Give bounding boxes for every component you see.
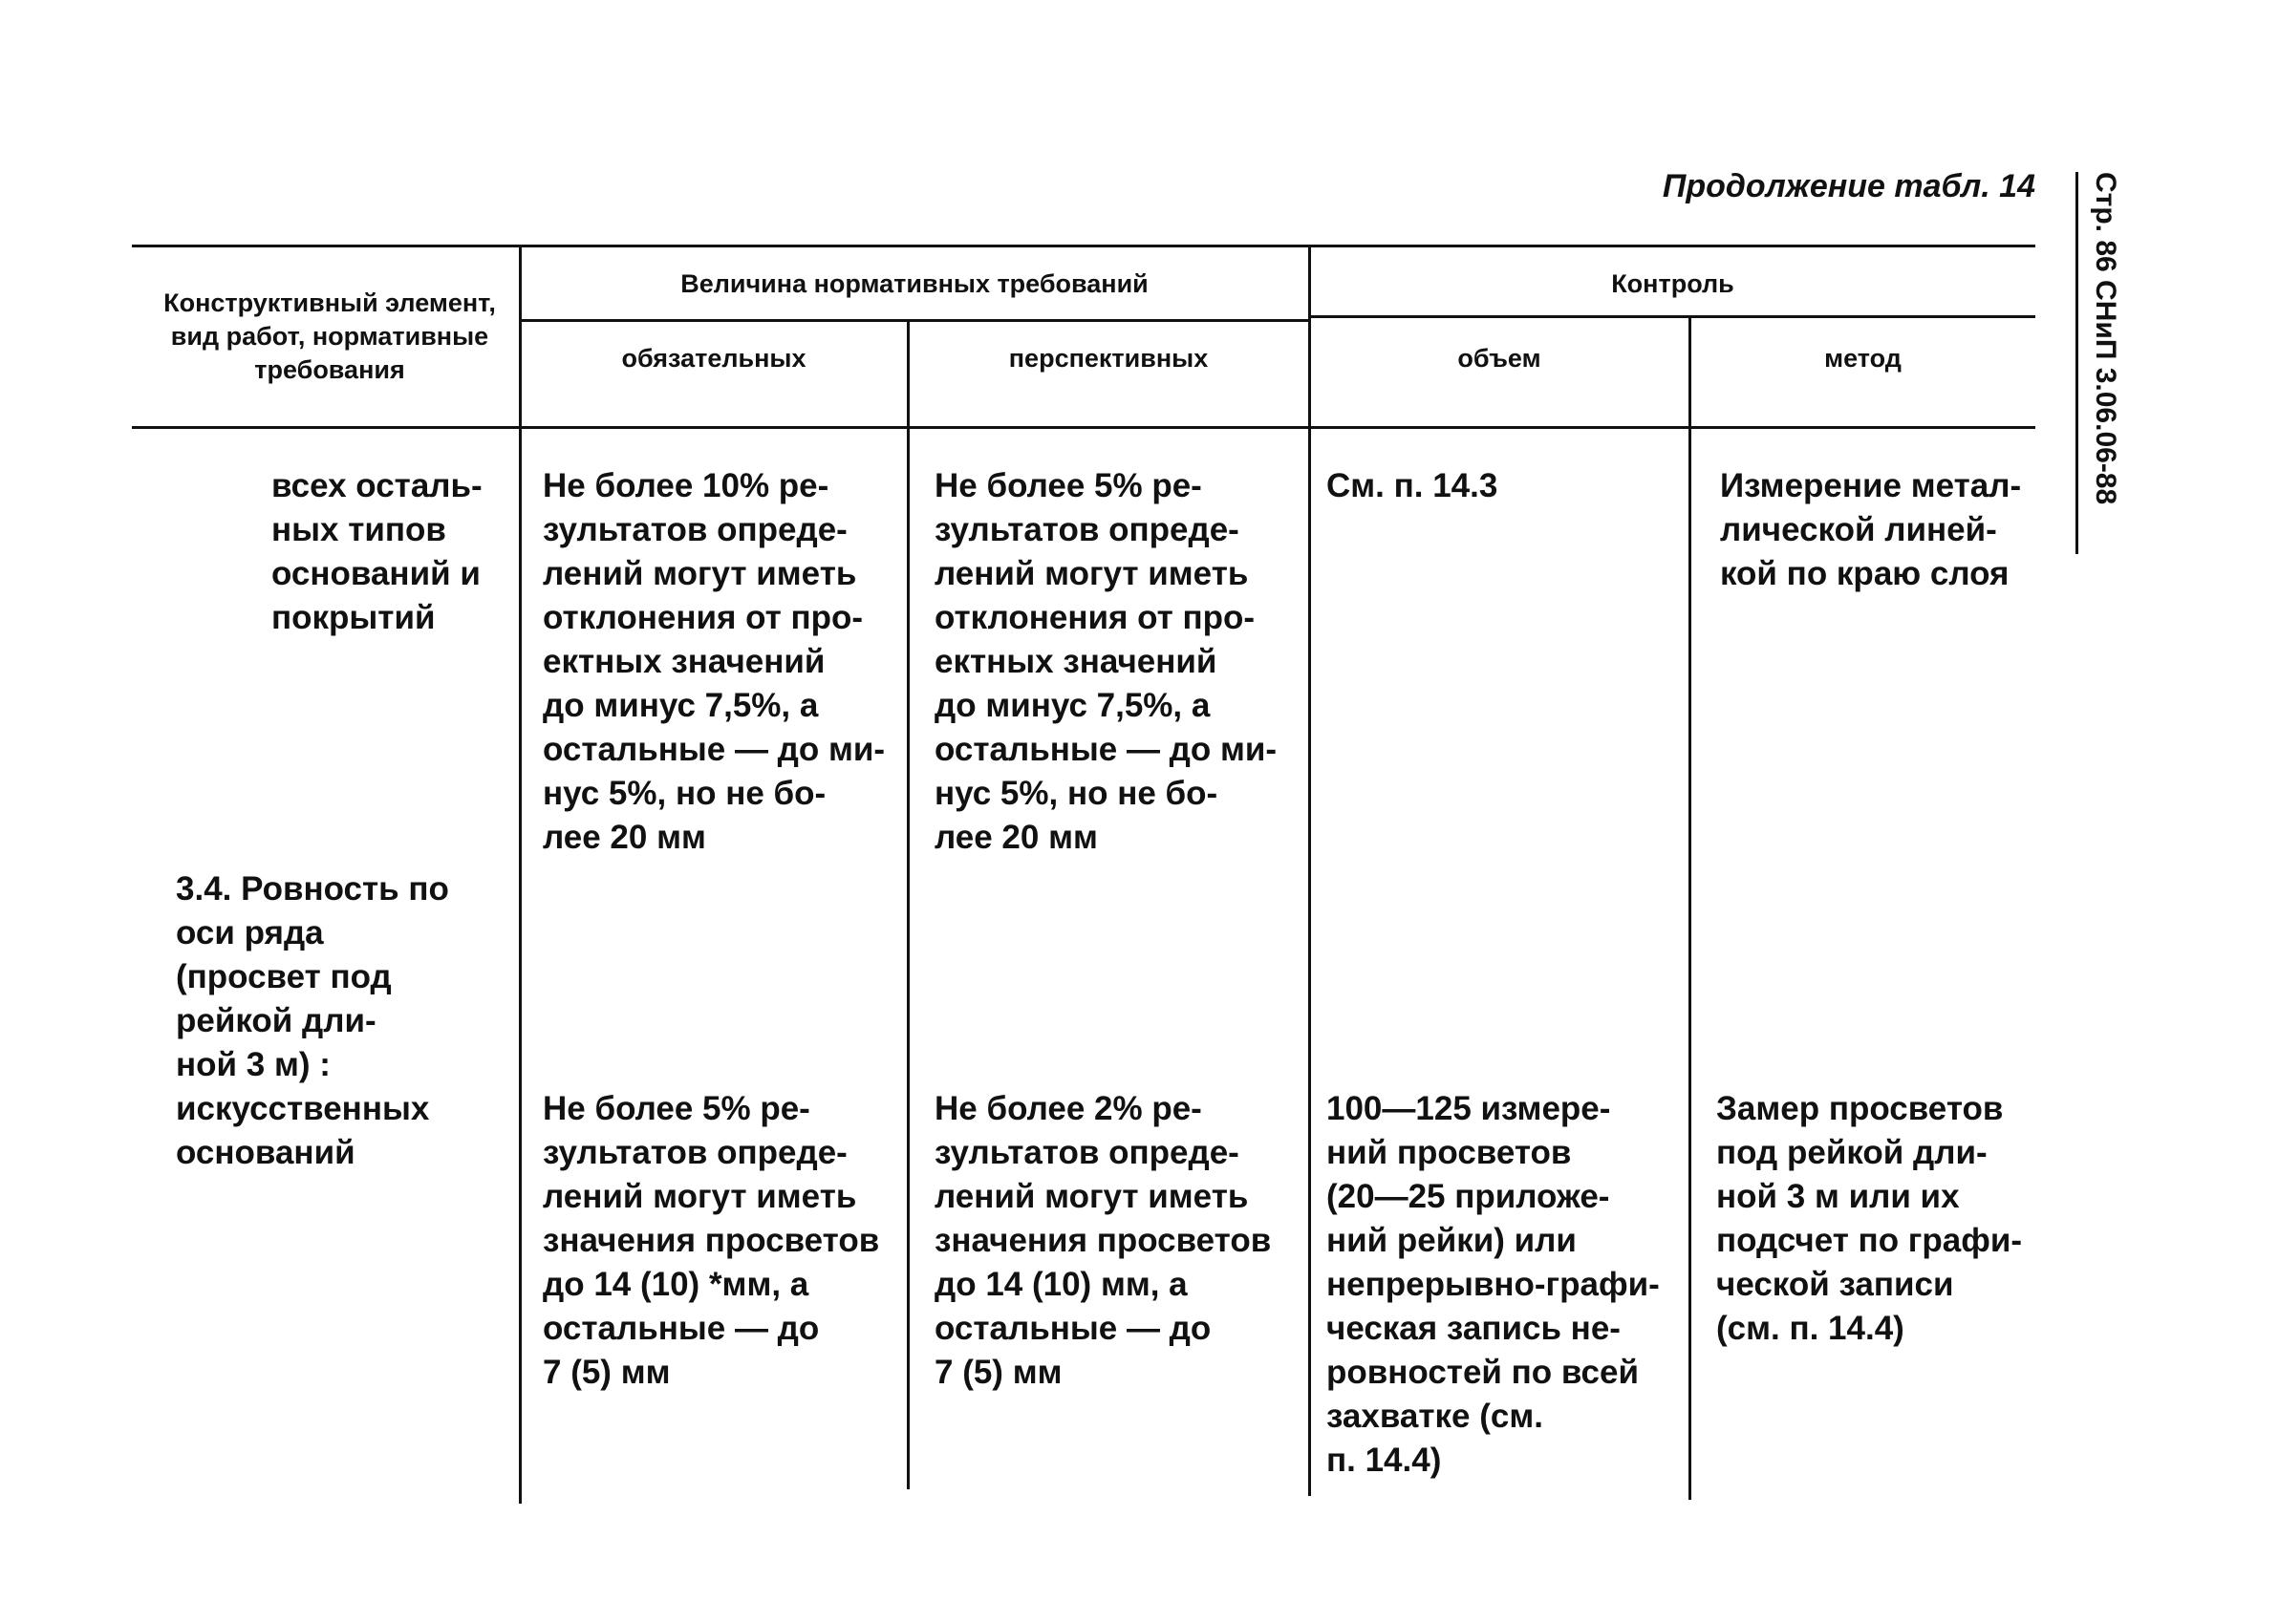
col-divider-1 [519,245,522,1504]
header-bottom-rule [132,426,2035,429]
row2-method: Замер просветов под рейкой дли- ной 3 м или их подсчет по графи- ческой записи (см. п. 14.4) [1716,1090,2023,1347]
row1-mandatory: Не более 10% ре- зультатов опреде- лений могут иметь отклонения от про- ектных значений до минус 7,5%, а остальные — до ми- нус 5%, но не бо- лее 20 мм [543,467,886,856]
side-page-label [2074,172,2131,554]
row1-element: всех осталь- ных типов оснований и покрытий [271,467,483,636]
header-sub-rule-control [1308,315,2035,318]
row1-volume: См. п. 14.3 [1326,467,1498,504]
row2-volume: 100—125 измере- ний просветов (20—25 приложе- ний рейки) или непрерывно-графи- ческая запись не- ровностей по всей захватке (см. п. 14.4) [1326,1090,1660,1479]
table-continuation-caption: Продолжение табл. 14 [1662,168,2035,204]
header-structural-element: Конструктивный элемент, вид работ, нормативные требования [163,288,496,384]
header-sub-rule-norms [519,319,1308,322]
table-top-rule [132,245,2035,247]
header-method: метод [1824,343,1902,373]
row1-prospective: Не более 5% ре- зультатов опреде- лений могут иметь отклонения от про- ектных значений до минус 7,5%, а остальные — до ми- нус 5%, но не бо- лее 20 мм [935,467,1278,856]
row2-element: 3.4. Ровность по оси ряда (просвет под рейкой дли- ной 3 м) : искусственных оснований [176,870,449,1171]
col-divider-2 [907,319,910,1489]
header-normative-requirements: Величина нормативных требований [680,268,1149,298]
header-prospective: перспективных [1008,343,1209,373]
col-divider-3 [1308,245,1311,1496]
header-control: Контроль [1611,268,1734,298]
header-mandatory: обязательных [621,343,806,373]
side-page-rule [2075,172,2078,554]
row2-prospective: Не более 2% ре- зультатов опреде- лений могут иметь значения просветов до 14 (10) мм, а остальные — до 7 (5) мм [935,1090,1272,1391]
row1-method: Измерение метал- лической линей- кой по краю слоя [1720,467,2022,592]
row2-mandatory: Не более 5% ре- зультатов опреде- лений могут иметь значения просветов до 14 (10) *мм, а остальные — до 7 (5) мм [543,1090,880,1391]
col-divider-4 [1688,315,1691,1500]
side-page-label-text: Стр. 86 СНиП 3.06.06-88 [2090,172,2121,505]
header-volume: объем [1457,343,1541,373]
